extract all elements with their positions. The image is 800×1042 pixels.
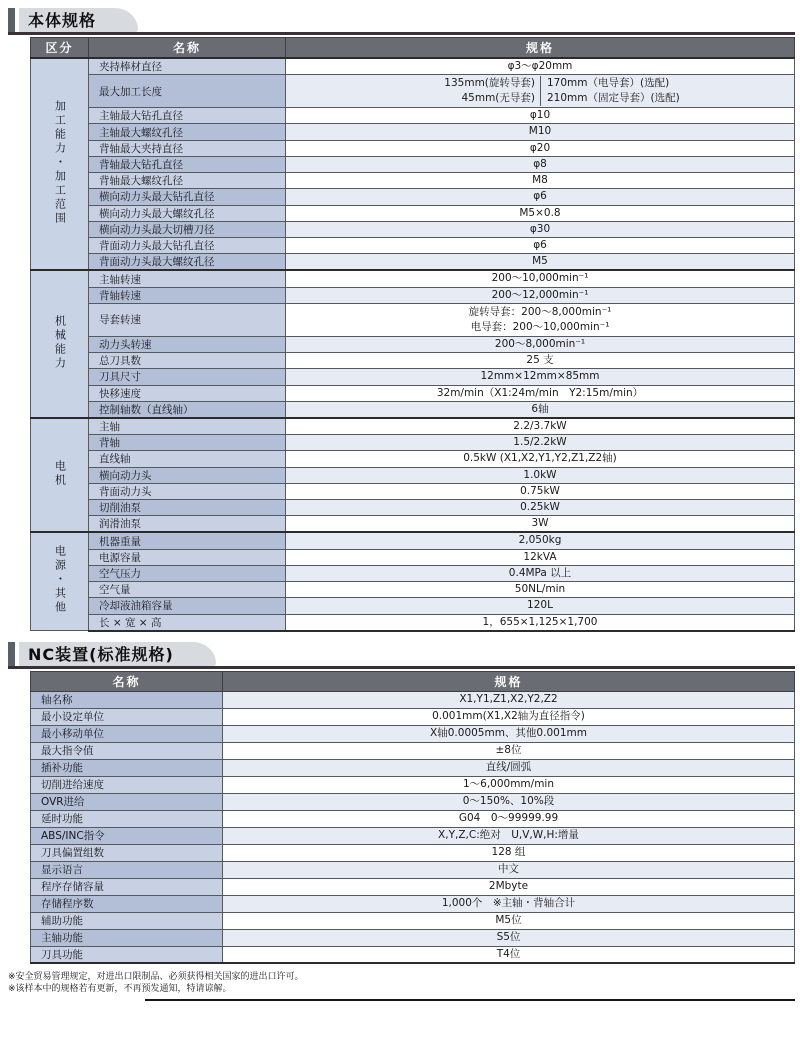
spec-value-cell (286, 582, 795, 598)
spec-name-cell: 导套转速 (89, 303, 286, 336)
spec-value-cell (286, 385, 795, 401)
table-header-row (31, 671, 795, 691)
spec-name-cell: 主轴最大螺纹孔径 (89, 124, 286, 140)
spec-value-line: M5位 (495, 914, 522, 927)
category-cell (31, 58, 89, 270)
table-row (31, 516, 795, 533)
spec-value-cell (286, 451, 795, 467)
category-label: 电源・其他 (53, 545, 67, 616)
spec-value-line: 直线/圆弧 (485, 761, 532, 774)
spec-name-cell: 横向动力头最大钻孔直径 (89, 189, 286, 205)
spec-value-cell (286, 58, 795, 75)
spec-value-line: 200～10,000min⁻¹ (491, 272, 589, 285)
body-spec-rows (31, 58, 795, 631)
spec-value-line: 0.25kW (520, 501, 560, 514)
spec-name-cell: 背轴最大螺纹孔径 (89, 173, 286, 189)
table-header-row (31, 38, 795, 59)
spec-name-cell: 润滑油泵 (89, 516, 286, 533)
table-row (31, 582, 795, 598)
spec-value-cell (286, 205, 795, 221)
table-row (31, 205, 795, 221)
spec-value-cell (286, 156, 795, 172)
spec-value-line: 3W (531, 517, 549, 530)
spec-value-cell (286, 483, 795, 499)
table-row (31, 75, 795, 108)
spec-value-cell (286, 565, 795, 581)
spec-value-cell (223, 810, 795, 827)
spec-name-cell: 动力头转速 (89, 336, 286, 352)
spec-value-line: ±8位 (495, 744, 522, 757)
spec-name-cell: 长 × 宽 × 高 (89, 614, 286, 631)
section-title-nc-spec (8, 642, 800, 666)
table-row (31, 776, 795, 793)
spec-value-cell (286, 254, 795, 271)
title-rule (8, 32, 795, 35)
spec-value-line: X,Y,Z,C:绝对 U,V,W,H:增量 (438, 829, 579, 842)
spec-value-cell (223, 708, 795, 725)
table-row (31, 614, 795, 631)
category-label: 电机 (53, 459, 67, 488)
spec-value-cell (223, 878, 795, 895)
spec-value-cell (286, 221, 795, 237)
spec-name-cell: 冷却液油箱容量 (89, 598, 286, 614)
table-row (31, 929, 795, 946)
spec-value-cell (286, 532, 795, 549)
spec-split-right (540, 76, 794, 106)
spec-value-cell (286, 140, 795, 156)
spec-name-cell: 最大指令值 (31, 742, 223, 759)
spec-name-cell: 背轴最大夹持直径 (89, 140, 286, 156)
table-row (31, 691, 795, 708)
spec-value-line: M10 (528, 125, 552, 138)
spec-value-line: φ6 (533, 190, 547, 203)
spec-name-cell: 机器重量 (89, 532, 286, 549)
spec-value-cell (286, 598, 795, 614)
spec-name-cell: 总刀具数 (89, 353, 286, 369)
spec-value-line: X1,Y1,Z1,X2,Y2,Z2 (459, 693, 558, 706)
spec-value-cell (286, 173, 795, 189)
spec-name-cell: 控制轴数（直线轴） (89, 401, 286, 418)
spec-value-line: 中文 (498, 863, 519, 876)
table-row (31, 483, 795, 499)
spec-value-cell (286, 435, 795, 451)
spec-name-cell: 快移速度 (89, 385, 286, 401)
spec-split-left (286, 76, 540, 106)
table-row (31, 58, 795, 75)
spec-value-line: 170mm（电导套）(选配) (547, 77, 670, 89)
footnote-line: ※该样本中的规格若有更新，不再预发通知，特请谅解。 (8, 984, 232, 995)
footnotes (8, 971, 800, 995)
spec-value-line: φ10 (529, 109, 551, 122)
spec-value-line: 200～8,000min⁻¹ (494, 337, 586, 350)
category-cell (31, 532, 89, 630)
spec-name-cell: 横向动力头最大切槽刀径 (89, 221, 286, 237)
title-accent-bar (8, 642, 15, 666)
spec-value-cell (223, 827, 795, 844)
spec-value-line: 0.75kW (520, 484, 560, 497)
table-row (31, 221, 795, 237)
spec-value-cell (286, 353, 795, 369)
spec-value-line: 50NL/min (514, 583, 566, 596)
spec-value-cell (286, 369, 795, 385)
table-row (31, 827, 795, 844)
table-row (31, 549, 795, 565)
footnote-line: ※安全贸易管理规定，对进出口限制品、必须获得相关国家的进出口许可。 (8, 972, 304, 983)
spec-value-line: 1.0kW (523, 468, 557, 481)
table-row (31, 708, 795, 725)
spec-name-cell: 延时功能 (31, 810, 223, 827)
table-row (31, 173, 795, 189)
spec-value-line: 12kVA (523, 550, 557, 563)
spec-name-cell: 辅助功能 (31, 912, 223, 929)
spec-value-cell (286, 75, 795, 108)
table-row (31, 108, 795, 124)
spec-name-cell: 电源容量 (89, 549, 286, 565)
spec-value-line: 6轴 (531, 402, 549, 415)
spec-value-line: M8 (532, 174, 548, 187)
table-row (31, 385, 795, 401)
spec-name-cell: 背轴最大钻孔直径 (89, 156, 286, 172)
column-header-name: 名称 (31, 671, 223, 691)
body-spec-table (30, 37, 795, 632)
spec-name-cell: 背面动力头最大钻孔直径 (89, 237, 286, 253)
spec-name-cell: 背轴 (89, 435, 286, 451)
spec-value-cell (223, 912, 795, 929)
spec-value-line: 135mm(旋转导套) (444, 77, 535, 89)
spec-value-cell (286, 401, 795, 418)
spec-value-cell (286, 287, 795, 303)
spec-name-cell: 背面动力头最大螺纹孔径 (89, 254, 286, 271)
table-row (31, 725, 795, 742)
spec-name-cell: 背面动力头 (89, 483, 286, 499)
table-row (31, 878, 795, 895)
spec-sheet-page (0, 8, 800, 1042)
table-row (31, 336, 795, 352)
nc-section-title: NC装置(标准规格) (19, 642, 216, 666)
spec-name-cell: 刀具偏置组数 (31, 844, 223, 861)
spec-name-cell: 最大加工长度 (89, 75, 286, 108)
table-row (31, 140, 795, 156)
column-header-spec: 规格 (223, 671, 795, 691)
spec-value-line: M5 (532, 255, 548, 268)
spec-name-cell: 程序存储容量 (31, 878, 223, 895)
spec-value-cell (286, 418, 795, 435)
spec-name-cell: 横向动力头最大螺纹孔径 (89, 205, 286, 221)
spec-value-line: 45mm(无导套) (461, 92, 535, 105)
column-header-category: 区分 (31, 38, 89, 59)
spec-value-line: 25 支 (526, 354, 554, 367)
spec-value-line: 0.5kW (X1,X2,Y1,Y2,Z1,Z2轴) (463, 452, 617, 465)
title-rule (8, 666, 795, 669)
column-header-name: 名称 (89, 38, 286, 59)
table-row (31, 759, 795, 776)
spec-name-cell: 主轴功能 (31, 929, 223, 946)
spec-name-cell: 刀具尺寸 (89, 369, 286, 385)
spec-name-cell: 主轴 (89, 418, 286, 435)
spec-value-line: 210mm（固定导套）(选配) (547, 92, 680, 105)
spec-value-cell (223, 929, 795, 946)
spec-value-line: X轴0.0005mm、其他0.001mm (430, 727, 587, 740)
spec-value-cell (223, 725, 795, 742)
spec-value-cell (286, 500, 795, 516)
spec-value-cell (286, 270, 795, 287)
spec-value-cell (286, 303, 795, 336)
spec-name-cell: 空气压力 (89, 565, 286, 581)
column-header-spec: 规格 (286, 38, 795, 59)
spec-value-cell (286, 237, 795, 253)
table-row (31, 254, 795, 271)
spec-value-cell (223, 861, 795, 878)
spec-value-cell (223, 946, 795, 963)
table-row (31, 124, 795, 140)
table-row (31, 287, 795, 303)
spec-name-cell: 存储程序数 (31, 895, 223, 912)
spec-name-cell: 切削进给速度 (31, 776, 223, 793)
table-row (31, 467, 795, 483)
spec-name-cell: 刀具功能 (31, 946, 223, 963)
table-row (31, 532, 795, 549)
spec-name-cell: 背轴转速 (89, 287, 286, 303)
category-label: 加工能力・加工范围 (53, 99, 67, 226)
table-row (31, 912, 795, 929)
table-row (31, 844, 795, 861)
table-row (31, 353, 795, 369)
spec-name-cell: 空气量 (89, 582, 286, 598)
spec-value-cell (223, 793, 795, 810)
spec-name-cell: 显示语言 (31, 861, 223, 878)
category-cell (31, 418, 89, 533)
spec-split (286, 76, 794, 106)
category-label: 机械能力 (53, 314, 67, 371)
table-row (31, 895, 795, 912)
spec-value-cell (286, 467, 795, 483)
spec-name-cell: 最小设定单位 (31, 708, 223, 725)
spec-value-line: 0.4MPa 以上 (508, 566, 572, 579)
spec-value-line: 12mm×12mm×85mm (480, 370, 600, 383)
nc-spec-rows (31, 691, 795, 963)
category-cell (31, 270, 89, 418)
spec-value-cell (286, 549, 795, 565)
spec-value-line: φ3～φ20mm (507, 60, 573, 72)
table-row (31, 451, 795, 467)
spec-value-line: 32m/min（X1:24m/min Y2:15m/min） (436, 386, 644, 399)
spec-name-cell: 最小移动单位 (31, 725, 223, 742)
spec-value-line: 旋转导套：200～8,000min⁻¹ (468, 305, 612, 318)
spec-value-line: 128 组 (491, 846, 526, 859)
table-row (31, 270, 795, 287)
table-row (31, 189, 795, 205)
table-row (31, 401, 795, 418)
table-row (31, 598, 795, 614)
spec-value-cell (286, 614, 795, 631)
spec-value-cell (223, 691, 795, 708)
table-row (31, 500, 795, 516)
spec-name-cell: 主轴最大钻孔直径 (89, 108, 286, 124)
spec-value-cell (286, 189, 795, 205)
spec-value-line: 120L (527, 599, 553, 612)
spec-value-cell (286, 516, 795, 533)
spec-name-cell: 插补功能 (31, 759, 223, 776)
spec-value-line: 1～6,000mm/min (462, 778, 555, 791)
spec-name-cell: ABS/INC指令 (31, 827, 223, 844)
spec-value-line: 1.5/2.2kW (513, 436, 567, 449)
spec-value-line: 200～12,000min⁻¹ (491, 288, 589, 301)
table-row (31, 435, 795, 451)
spec-name-cell: 夹持棒材直径 (89, 58, 286, 75)
title-accent-bar (8, 8, 15, 32)
spec-name-cell: OVR进给 (31, 793, 223, 810)
spec-value-cell (286, 108, 795, 124)
spec-value-cell (223, 844, 795, 861)
table-row (31, 237, 795, 253)
spec-value-cell (223, 895, 795, 912)
spec-name-cell: 横向动力头 (89, 467, 286, 483)
page-title: 本体规格 (19, 8, 138, 32)
spec-value-line: φ6 (533, 238, 547, 251)
table-row (31, 946, 795, 963)
spec-value-cell (286, 336, 795, 352)
spec-value-line: φ8 (533, 157, 547, 170)
spec-name-cell: 轴名称 (31, 691, 223, 708)
spec-value-line: 2Mbyte (488, 880, 529, 893)
table-row (31, 303, 795, 336)
spec-value-line: M5×0.8 (519, 206, 561, 219)
table-row (31, 810, 795, 827)
spec-value-line: 0～150%、10%段 (462, 795, 555, 808)
table-row (31, 742, 795, 759)
nc-spec-table (30, 671, 795, 965)
spec-value-line: 2,050kg (518, 534, 562, 547)
spec-name-cell: 主轴转速 (89, 270, 286, 287)
spec-value-line: T4位 (496, 947, 521, 960)
spec-value-line: 0.001mm(X1,X2轴为直径指令) (432, 710, 585, 723)
table-row (31, 565, 795, 581)
spec-name-cell: 切削油泵 (89, 500, 286, 516)
spec-value-line: S5位 (496, 931, 521, 944)
page-bottom-rule (145, 999, 795, 1001)
spec-value-line: G04 0～99999.99 (458, 812, 559, 825)
spec-value-line: φ30 (529, 222, 551, 235)
spec-value-line: 电导套：200～10,000min⁻¹ (470, 320, 610, 333)
spec-value-line: φ20 (529, 141, 551, 154)
spec-value-line: 1,000个 ※主轴・背轴合计 (441, 897, 576, 910)
table-row (31, 369, 795, 385)
spec-name-cell: 直线轴 (89, 451, 286, 467)
spec-value-cell (223, 776, 795, 793)
table-row (31, 156, 795, 172)
table-row (31, 793, 795, 810)
section-title-body-spec (8, 8, 800, 32)
spec-value-cell (286, 124, 795, 140)
spec-value-line: 2.2/3.7kW (513, 419, 567, 432)
table-row (31, 418, 795, 435)
spec-value-cell (223, 742, 795, 759)
table-row (31, 861, 795, 878)
spec-value-cell (223, 759, 795, 776)
spec-value-line: 1，655×1,125×1,700 (482, 615, 598, 628)
